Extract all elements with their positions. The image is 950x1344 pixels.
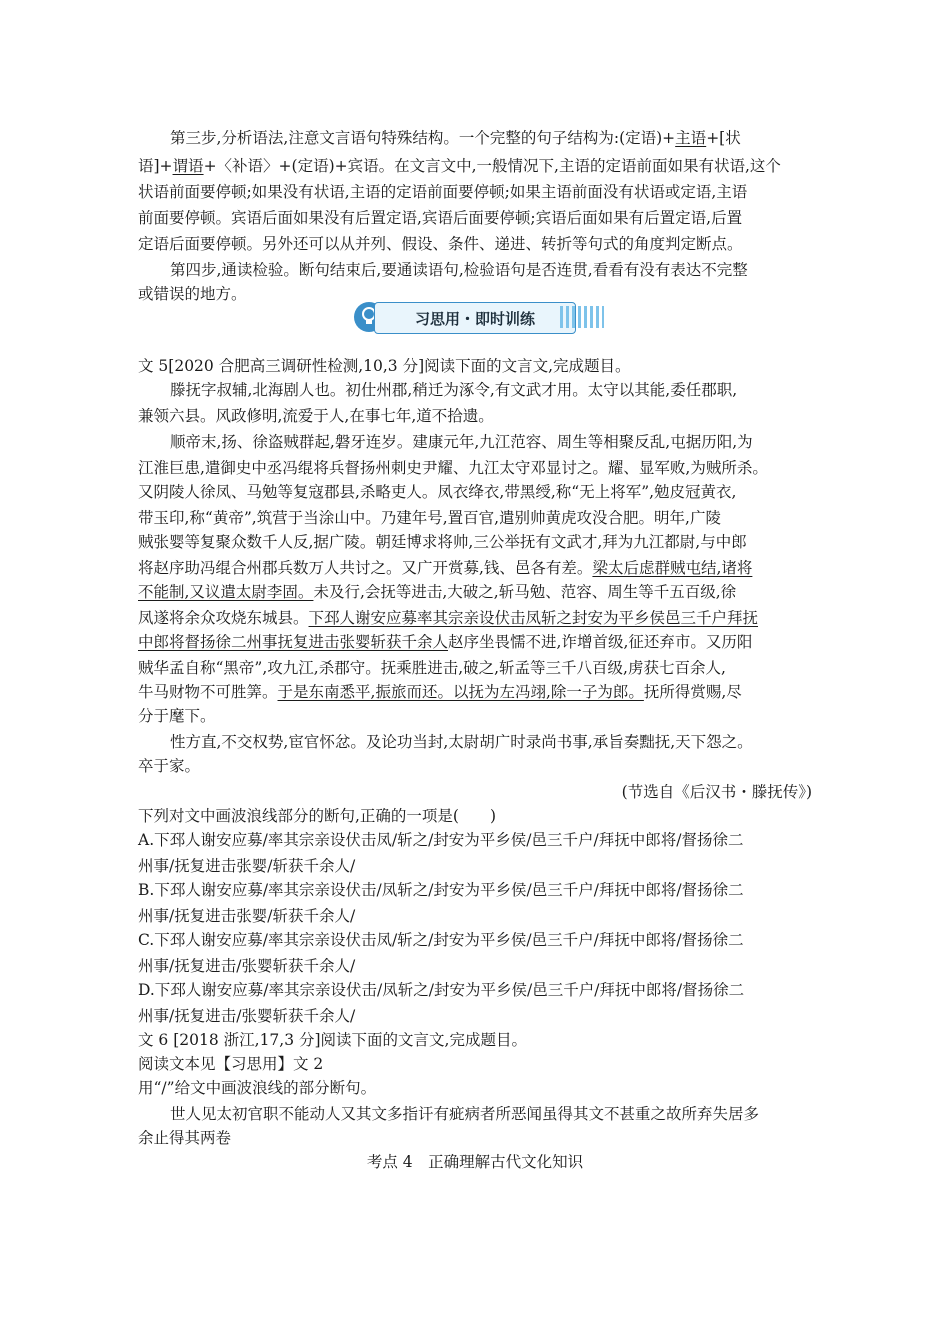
text-span: A.下邳人谢安应募/率其宗亲设伏击凤/斩之/封安为平乡侯/邑三千户/拜抚中郎将/督扬徐二: [138, 831, 744, 849]
text-span: 或错误的地方。: [138, 285, 247, 303]
text-span: 牛马财物不可胜筭。: [138, 683, 278, 701]
passage-line: [138, 706, 216, 726]
text-span: 又阴陵人徐凤、马勉等复寇郡县,杀略吏人。凤衣绛衣,带黑绶,称“无上将军”,勉皮冠黄衣,: [138, 483, 737, 501]
text-span: 考点 4 正确理解古代文化知识: [366, 1153, 584, 1171]
text-span: +〈补语〉+(定语)+宾语。在文言文中,一般情况下,主语的定语前面如果有状语,这个: [203, 157, 781, 175]
passage-line: [138, 756, 200, 776]
passage-line: [170, 380, 737, 400]
answer-option: [138, 980, 744, 1000]
passage-line: [138, 532, 747, 552]
text-span: 卒于家。: [138, 757, 201, 775]
underlined-text: 谓语: [172, 157, 204, 175]
underlined-text: 不能制,又议遣太尉李固。: [138, 583, 314, 601]
section-heading: [0, 1152, 950, 1172]
text-span: 前面要停顿。宾语后面如果没有后置定语,宾语后面要停顿;宾语后面如果有后置定语,后置: [138, 209, 743, 227]
exercise-instruction: [138, 1078, 376, 1098]
text-span: 抚所得赏赐,尽: [643, 683, 742, 701]
question-text: [138, 806, 496, 826]
text-span: 凤遂将余众攻烧东城县。: [138, 609, 309, 627]
text-span: 文 5[2020 合肥高三调研性检测,10,3 分]阅读下面的文言文,完成题目。: [138, 357, 631, 375]
exercise-note: [138, 1054, 323, 1074]
text-span: 第四步,通读检验。断句结束后,要通读语句,检验语句是否连贯,看看有没有表达不完整: [170, 261, 748, 279]
banner-title: 习思用・即时训练: [374, 302, 576, 334]
text-span: 状语前面要停顿;如果没有状语,主语的定语前面要停顿;如果主语前面没有状语或定语,主语: [138, 183, 748, 201]
passage-line: [138, 632, 752, 652]
text-span: 赵序坐畏懦不进,诈增首级,征还弃市。又历阳: [448, 633, 753, 651]
passage-line: [170, 732, 753, 752]
text-span: 语]+: [138, 157, 173, 175]
text-span: 文 6 [2018 浙江,17,3 分]阅读下面的文言文,完成题目。: [138, 1031, 527, 1049]
answer-option: [138, 830, 743, 850]
text-span: 将赵序助冯绲合州郡兵数万人共讨之。又广开赏募,钱、邑各有差。: [138, 559, 593, 577]
text-span: 滕抚字叔辅,北海剧人也。初仕州郡,稍迁为涿令,有文武才用。太守以其能,委任郡职,: [170, 381, 738, 399]
text-span: 江淮巨患,遣御史中丞冯绲将兵督扬州刺史尹耀、九江太守邓显讨之。耀、显军败,为贼所杀。: [138, 459, 768, 477]
underlined-text: 主语: [675, 129, 707, 147]
paragraph-line: [170, 128, 741, 148]
text-span: 用“/”给文中画波浪线的部分断句。: [138, 1079, 377, 1097]
text-span: B.下邳人谢安应募/率其宗亲设伏击/凤斩之/封安为平乡侯/邑三千户/拜抚中郎将/督扬徐二: [138, 881, 744, 899]
exercise-heading: [138, 1030, 527, 1050]
text-span: (节选自《后汉书・滕抚传》): [621, 783, 812, 801]
paragraph-line: [138, 234, 743, 254]
text-span: 世人见太初官职不能动人又其文多指讦有疵病者所恶闻虽得其文不甚重之故所弃失居多: [170, 1105, 760, 1123]
exercise-heading: [138, 356, 631, 376]
text-span: C.下邳人谢安应募/率其宗亲设伏击凤/斩之/封安为平乡侯/邑三千户/拜抚中郎将/督扬徐二: [138, 931, 744, 949]
text-span: 兼领六县。风政修明,流爱于人,在事七年,道不拾遗。: [138, 407, 494, 425]
passage-line: [170, 1104, 759, 1124]
text-span: 州事/抚复进击/张婴斩获千余人/: [138, 957, 356, 975]
text-span: +[状: [706, 129, 741, 147]
text-span: D.下邳人谢安应募/率其宗亲设伏击/凤斩之/封安为平乡侯/邑三千户/拜抚中郎将/督扬徐二: [138, 981, 745, 999]
text-span: 州事/抚复进击张婴/斩获千余人/: [138, 907, 356, 925]
paragraph-line: [138, 182, 747, 202]
underlined-text: 下邳人谢安应募率其宗亲设伏击凤斩之封安为平乡侯邑三千户拜抚: [308, 609, 759, 627]
text-span: 阅读文本见【习思用】文 2: [138, 1055, 324, 1073]
underlined-text: 梁太后虑群贼屯结,诸将: [592, 559, 753, 577]
text-span: 下列对文中画波浪线部分的断句,正确的一项是( ): [138, 807, 497, 825]
answer-option: [138, 880, 744, 900]
text-span: 余止得其两卷: [138, 1129, 232, 1147]
text-span: 未及行,会抚等进击,大破之,斩马勉、范容、周生等千五百级,徐: [313, 583, 737, 601]
banner-stripes: [560, 306, 604, 328]
paragraph-line: [138, 208, 742, 228]
underlined-text: 于是东南悉平,振旅而还。以抚为左冯翊,除一子为郎。: [277, 683, 644, 701]
text-span: 性方直,不交权势,宦官怀忿。及论功当封,太尉胡广时录尚书事,承旨奏黜抚,天下怨之。: [170, 733, 753, 751]
paragraph-line: [138, 284, 247, 304]
practice-banner: [352, 300, 602, 334]
text-span: 中郎将督扬徐二州事抚复进击张婴斩获千余人: [138, 633, 449, 651]
answer-option-cont: [138, 906, 355, 926]
text-span: 贼华孟自称“黑帝”,攻九江,杀郡守。抚乘胜进击,破之,斩孟等三千八百级,虏获七百余人,: [138, 659, 726, 677]
passage-line: [138, 482, 737, 502]
paragraph-line: [138, 156, 781, 176]
text-span: 定语后面要停顿。另外还可以从并列、假设、条件、递进、转折等句式的角度判定断点。: [138, 235, 743, 253]
answer-option: [138, 930, 744, 950]
source-citation: [622, 782, 812, 802]
passage-line: [138, 608, 758, 628]
passage-line: [138, 658, 726, 678]
answer-option-cont: [138, 956, 355, 976]
text-span: 州事/抚复进击/张婴斩获千余人/: [138, 1007, 356, 1025]
passage-line: [138, 1128, 231, 1148]
text-span: 州事/抚复进击张婴/斩获千余人/: [138, 857, 356, 875]
answer-option-cont: [138, 1006, 355, 1026]
passage-line: [170, 432, 753, 452]
passage-line: [138, 682, 742, 702]
passage-line: [138, 458, 768, 478]
text-span: 顺帝末,扬、徐盗贼群起,磐牙连岁。建康元年,九江范容、周生等相聚反乱,屯据历阳,为: [170, 433, 753, 451]
text-span: 贼张婴等复聚众数千人反,据广陵。朝廷博求将帅,三公举抚有文武才,拜为九江都尉,与中郎: [138, 533, 747, 551]
text-span: 第三步,分析语法,注意文言语句特殊结构。一个完整的句子结构为:(定语)+: [170, 129, 676, 147]
passage-line: [138, 558, 752, 578]
passage-line: [138, 508, 721, 528]
passage-line: [138, 582, 736, 602]
answer-option-cont: [138, 856, 355, 876]
text-span: 分于麾下。: [138, 707, 216, 725]
paragraph-line: [170, 260, 748, 280]
text-span: 带玉印,称“黄帝”,筑营于当涂山中。乃建年号,置百官,遣别帅黄虎攻没合肥。明年,广陵: [138, 509, 721, 527]
passage-line: [138, 406, 494, 426]
